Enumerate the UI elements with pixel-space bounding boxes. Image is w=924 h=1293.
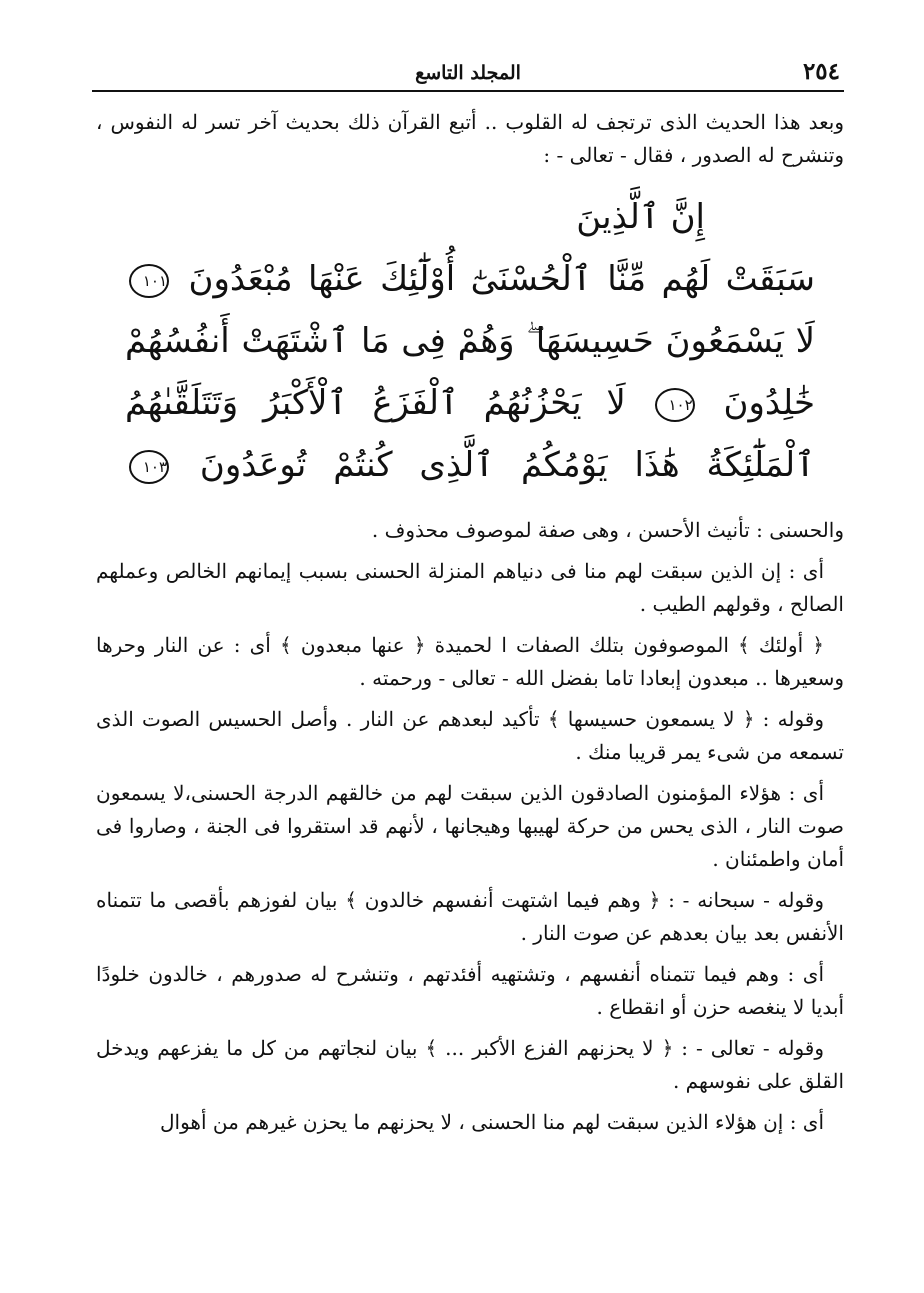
body-paragraph: أى : وهم فيما تتمناه أنفسهم ، وتشتهيه أفئدتهم ، وتنشرح له صدورهم ، خالدون خلودًا أبديا لا ينغصه حزن أو انقطاع . [96,962,844,1019]
verse-line [125,248,815,310]
page-body [96,106,844,1147]
verse-text: سَبَقَتْ لَهُم مِّنَّا ٱلْحُسْنَىٰٓ أُوْلَٰٓئِكَ عَنْهَا مُبْعَدُونَ [188,259,816,299]
verse-text: خَٰلِدُونَ [723,383,815,423]
body-paragraph: أى : هؤلاء المؤمنون الصادقون الذين سبقت لهم من خالقهم الدرجة الحسنى،لا يسمعون صوت النار ، الذى يحس من حركة لهيبها وهيجانها ، لأنهم قد استقروا فى الجنة ، وصاروا فى أمان واطمئنان . [96,781,844,871]
verse-text: ٱلْمَلَٰٓئِكَةُ هَٰذَا يَوْمُكُمُ ٱلَّذِى كُنتُمْ تُوعَدُونَ [199,445,815,485]
page-number: ٢٥٤ [802,58,840,85]
body-paragraph: ﴿ أولئك ﴾ الموصوفون بتلك الصفات ا لحميدة ﴿ عنها مبعدون ﴾ أى : عن النار وحرها وسعيرها .. مبعدون إبعادا تاما بفضل الله - تعالى - ورحمته . [96,633,844,690]
verse-line: إِنَّ ٱلَّذِينَ [576,197,705,237]
body-paragraph: وقوله - سبحانه - : ﴿ وهم فيما اشتهت أنفسهم خالدون ﴾ بيان لفوزهم بأقصى ما تتمناه الأنفس بعد بيان بعدهم عن صوت النار . [96,888,844,945]
body-paragraph: أى : إن هؤلاء الذين سبقت لهم منا الحسنى ، لا يحزنهم ما يحزن غيرهم من أهوال [160,1110,824,1134]
ayah-number-marker: ١٠٢ [655,388,695,422]
body-paragraph: وقوله - تعالى - : ﴿ لا يحزنهم الفزع الأكبر ... ﴾ بيان لنجاتهم من كل ما يفزعهم ويدخل القلق على نفوسهم . [96,1036,844,1093]
verse-line: لَا يَسْمَعُونَ حَسِيسَهَا ۖ وَهُمْ فِى مَا ٱشْتَهَتْ أَنفُسُهُمْ [125,321,815,361]
running-head: المجلد التاسع [415,62,521,84]
body-paragraph: وقوله : ﴿ لا يسمعون حسيسها ﴾ تأكيد لبعدهم عن النار . وأصل الحسيس الصوت الذى تسمعه من شىء يمر قريبا منك . [96,707,844,764]
ayah-number-marker: ١٠٣ [129,450,169,484]
verse-line [125,372,815,434]
verse-line [125,434,815,496]
verse-text: لَا يَحْزُنُهُمُ ٱلْفَزَعُ ٱلْأَكْبَرُ وَتَتَلَقَّىٰهُمُ [125,383,626,423]
ayah-number-marker: ١٠١ [129,264,169,298]
body-paragraph: أى : إن الذين سبقت لهم منا فى دنياهم المنزلة الحسنى بسبب إيمانهم الخالص وعملهم الصالح ، وقولهم الطيب . [96,559,844,616]
intro-paragraph: وبعد هذا الحديث الذى ترتجف له القلوب .. أتبع القرآن ذلك بحديث آخر تسر له النفوس ، وتنشرح له الصدور ، فقال - تعالى - : [96,110,844,167]
body-paragraph: والحسنى : تأنيث الأحسن ، وهى صفة لموصوف محذوف . [371,518,844,542]
page-header [92,50,844,92]
quran-verse-block [125,186,815,496]
